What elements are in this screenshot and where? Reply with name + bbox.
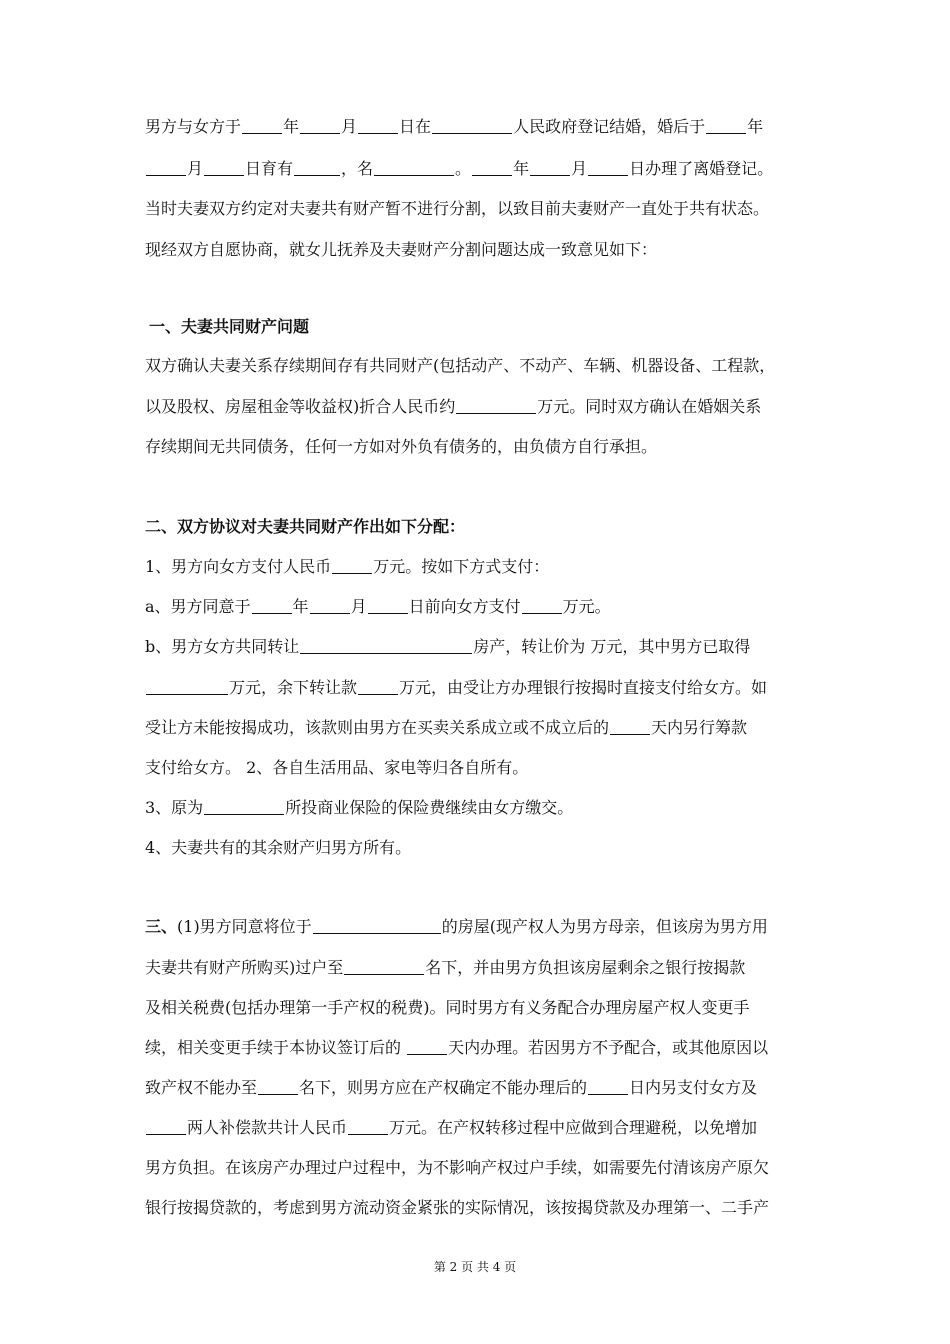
text-line: 现经双方自愿协商，就女儿抚养及夫妻财产分割问题达成一致意见如下： (145, 240, 658, 259)
text-line: 以及股权、房屋租金等收益权)折合人民币约 万元。同时双方确认在婚姻关系 (145, 397, 762, 416)
fill-blank (344, 956, 424, 975)
fill-blank (146, 1116, 186, 1135)
fill-blank (348, 1116, 388, 1135)
fill-blank (258, 1076, 298, 1095)
fill-blank (313, 915, 441, 934)
section-heading: 一、夫妻共同财产问题 (149, 317, 310, 336)
fill-blank (252, 595, 292, 614)
fill-blank (472, 157, 512, 176)
fill-blank (432, 115, 512, 134)
text-line: 男方负担。在该房产办理过户过程中，为不影响产权过户手续，如需要先付清该房产原欠 (145, 1158, 770, 1177)
text-line: 受让方未能按揭成功，该款则由男方在买卖关系成立或不成立后的 天内另行筹款 (145, 718, 748, 737)
fill-blank (146, 157, 186, 176)
fill-blank (407, 1036, 447, 1055)
fill-blank (358, 676, 398, 695)
text-line: 致产权不能办至 名下，则男方应在产权确定不能办理后的 日内另支付女方及 (145, 1078, 758, 1097)
text-line: 两人补偿款共计人民币 万元。在产权转移过程中应做到合理避税，以免增加 (145, 1115, 757, 1141)
text-line: 银行按揭贷款的，考虑到男方流动资金紧张的实际情况，该按揭贷款及办理第一、二手产 (145, 1198, 770, 1217)
text-line: a、男方同意于 年 月 日前向女方支付 万元。 (145, 597, 611, 616)
text-line: 万元，余下转让款 万元，由受让方办理银行按揭时直接支付给女方。如 (145, 675, 767, 701)
text-line: 男方与女方于 年 月 日在 人民政府登记结婚，婚后于 年 (145, 117, 764, 136)
text-line: 三、(1)男方同意将位于 的房屋(现产权人为男方母亲，但该房为男方用 (145, 917, 768, 936)
text-line: 夫妻共有财产所购买)过户至 名下，并由男方负担该房屋剩余之银行按揭款 (145, 958, 746, 977)
text-line: 当时夫妻双方约定对夫妻共有财产暂不进行分割，以致目前夫妻财产一直处于共有状态。 (145, 199, 770, 218)
fill-blank (522, 595, 562, 614)
fill-blank (374, 157, 454, 176)
text-line: 及相关税费(包括办理第一手产权的税费)。同时男方有义务配合办理房屋产权人变更手 (145, 998, 750, 1017)
fill-blank (300, 635, 472, 654)
fill-blank (456, 395, 536, 414)
text-line: 3、原为 所投商业保险的保险费继续由女方缴交。 (145, 798, 574, 817)
text-line: 续，相关变更手续于本协议签订后的 天内办理。若因男方不予配合，或其他原因以 (145, 1038, 769, 1057)
text-line: 支付给女方。 2、各自生活用品、家电等归各自所有。 (145, 758, 529, 777)
fill-blank (310, 595, 350, 614)
fill-blank (242, 115, 282, 134)
fill-blank (146, 676, 228, 695)
text-line: 存续期间无共同债务，任何一方如对外负有债务的，由负债方自行承担。 (145, 437, 658, 456)
fill-blank (588, 1076, 628, 1095)
fill-blank (610, 716, 650, 735)
fill-blank (530, 157, 570, 176)
section-heading: 二、双方协议对夫妻共同财产作出如下分配： (145, 517, 466, 536)
fill-blank (294, 157, 340, 176)
fill-blank (358, 115, 398, 134)
fill-blank (204, 157, 244, 176)
text-line: b、男方女方共同转让 房产，转让价为 万元，其中男方已取得 (145, 637, 751, 656)
fill-blank (332, 555, 372, 574)
fill-blank (300, 115, 340, 134)
fill-blank (368, 595, 408, 614)
fill-blank (706, 115, 746, 134)
text-line: 双方确认夫妻关系存续期间存有共同财产(包括动产、不动产、车辆、机器设备、工程款， (145, 356, 776, 375)
fill-blank (588, 157, 628, 176)
page-number-footer: 第 2 页 共 4 页 (433, 1260, 517, 1274)
fill-blank (204, 796, 284, 815)
text-line: 4、夫妻共有的其余财产归男方所有。 (145, 838, 412, 857)
text-line: 1、男方向女方支付人民币 万元。按如下方式支付： (145, 557, 550, 576)
text-line: 月 日育有 ，名 。 年 月 日办理了离婚登记。 (145, 156, 773, 182)
